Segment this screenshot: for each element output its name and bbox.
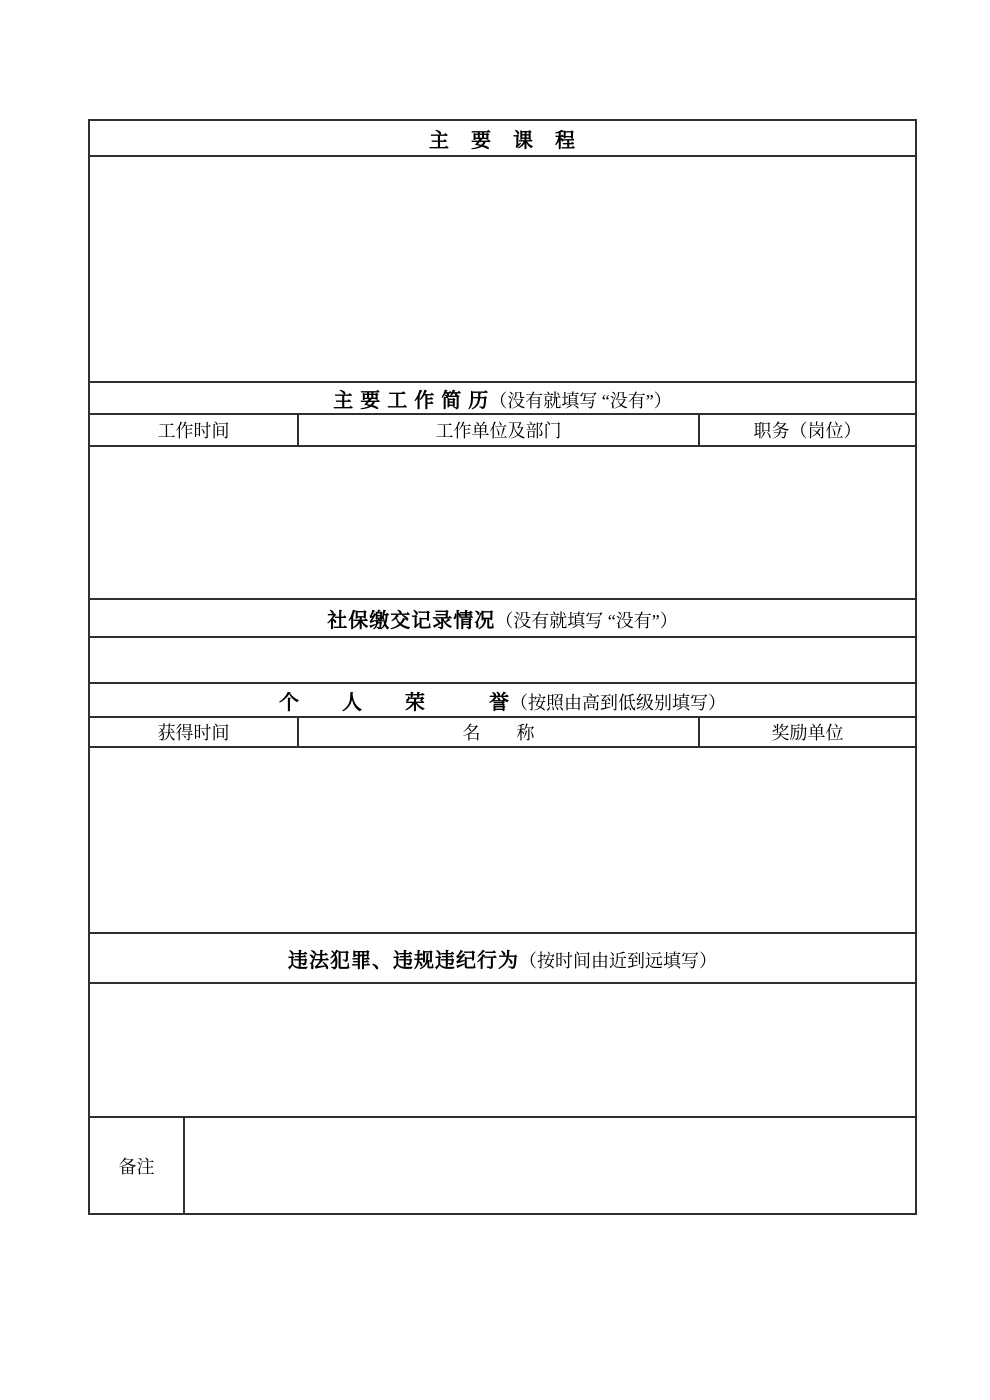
- form-table: [88, 119, 917, 1215]
- work-columns-row: [90, 415, 915, 447]
- social-security-blank-area: [90, 638, 915, 684]
- honors-col-name: 名 称: [299, 718, 700, 746]
- social-security-title-note: （没有就填写 “没有”）: [495, 610, 678, 631]
- honors-col-time: 获得时间: [90, 718, 299, 746]
- violations-header: [288, 944, 717, 973]
- remarks-row: [90, 1118, 915, 1213]
- social-security-header: [327, 604, 677, 633]
- work-blank-area: [90, 447, 915, 600]
- honors-col-unit: 奖励单位: [771, 723, 844, 743]
- honors-header: [279, 686, 726, 715]
- courses-blank-area: [90, 157, 915, 383]
- honors-blank-area: [90, 748, 915, 934]
- social-security-title: 社保缴交记录情况: [327, 609, 496, 632]
- work-title: 主 要 工 作 简 历: [333, 389, 490, 412]
- work-col-unit: 工作单位及部门: [299, 415, 700, 445]
- violations-header-row: [90, 934, 915, 984]
- remarks-label-cell: [90, 1118, 185, 1213]
- honors-header-row: [90, 684, 915, 718]
- honors-columns-row: [90, 718, 915, 748]
- violations-blank-area: [90, 984, 915, 1118]
- honors-title-note: （按照由高到低级别填写）: [510, 692, 726, 713]
- remarks-blank-area: [185, 1118, 915, 1213]
- work-title-note: （没有就填写 “没有”）: [489, 390, 672, 411]
- courses-header-row: [90, 121, 915, 157]
- social-security-header-row: [90, 600, 915, 638]
- work-col-position: 职务（岗位）: [753, 421, 862, 441]
- courses-title: 主 要 课 程: [429, 129, 576, 152]
- violations-title: 违法犯罪、违规违纪行为: [288, 949, 519, 972]
- work-header: [333, 384, 671, 413]
- work-header-row: [90, 383, 915, 415]
- remarks-label: 备注: [118, 1156, 155, 1177]
- courses-header: [429, 124, 576, 153]
- violations-title-note: （按时间由近到远填写）: [519, 950, 717, 971]
- work-col-time: 工作时间: [90, 415, 299, 445]
- honors-title: 个 人 荣 誉: [279, 691, 510, 714]
